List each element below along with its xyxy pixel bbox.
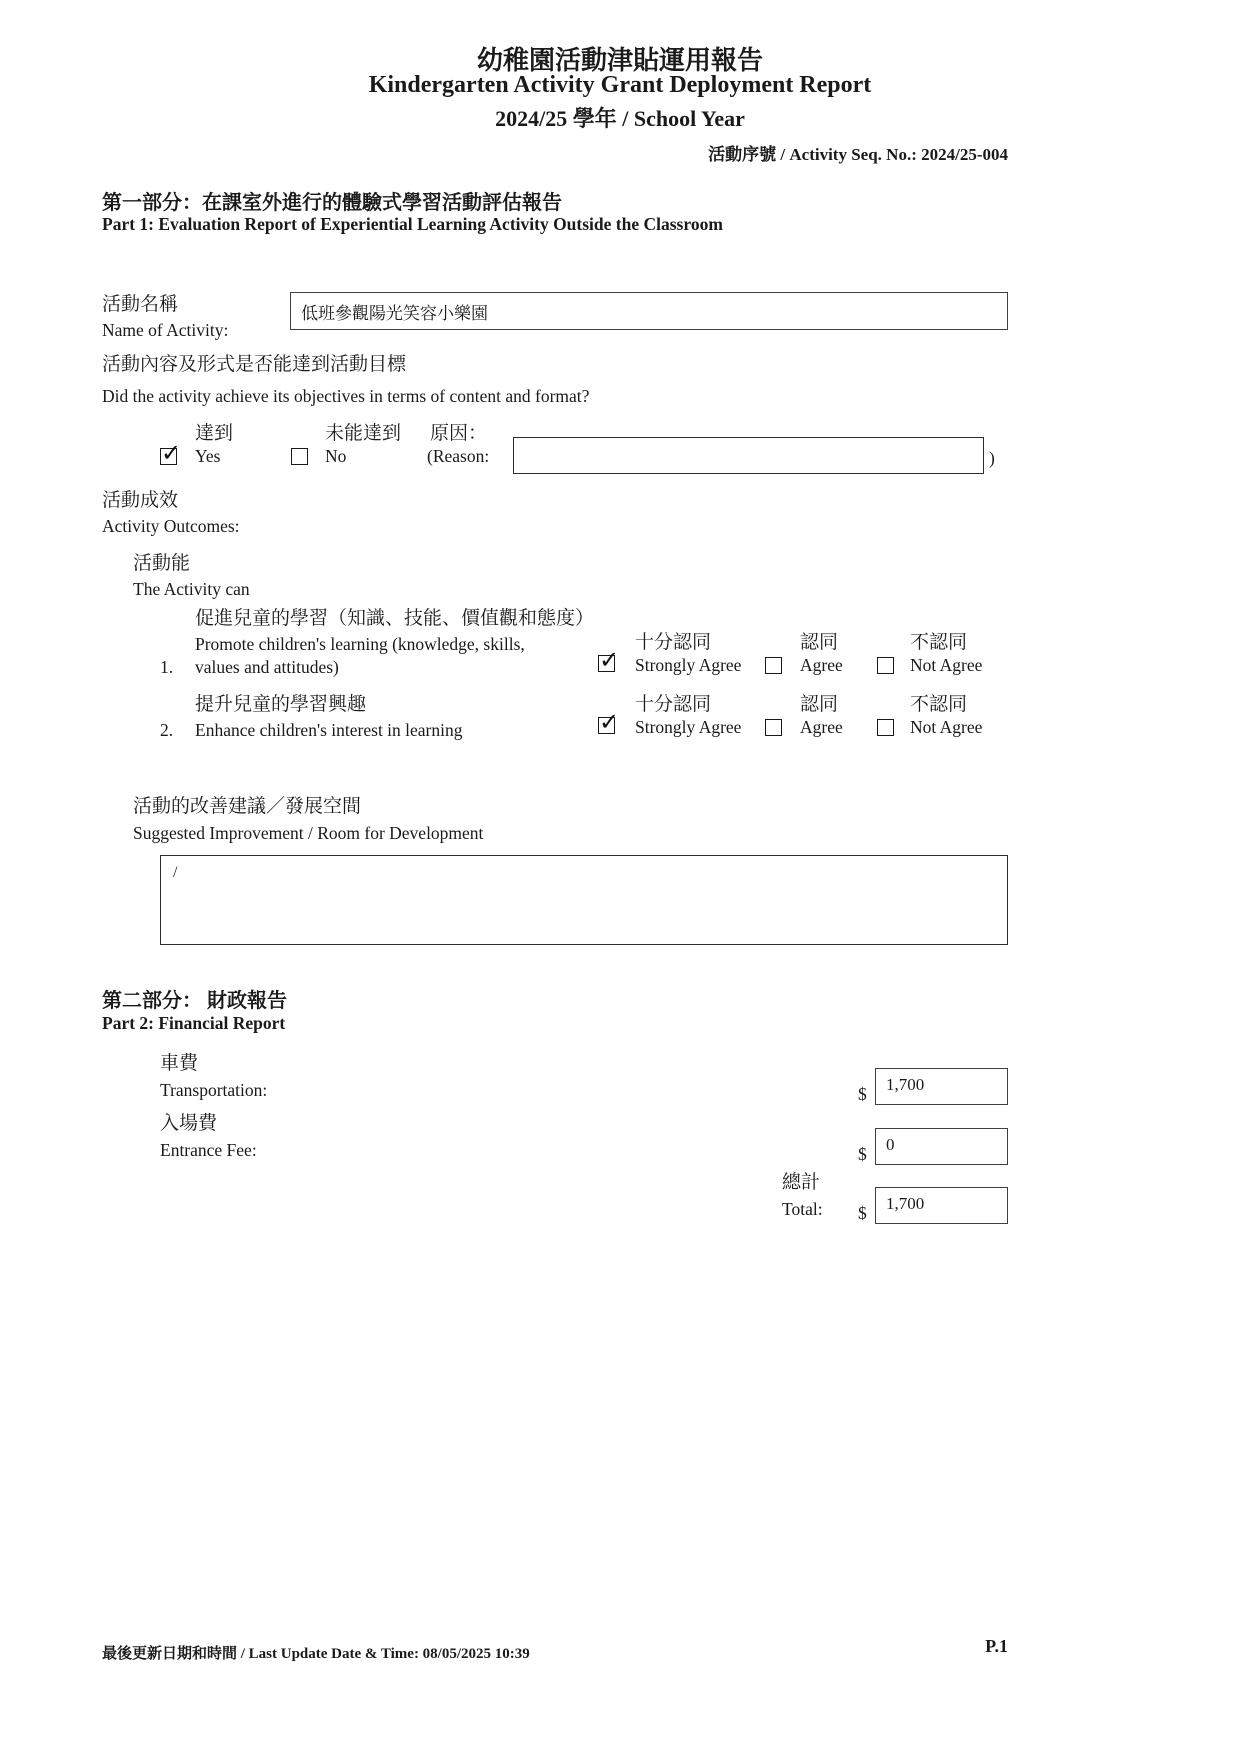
item2-not-label-en: Not Agree	[910, 717, 983, 737]
reason-close-paren: )	[989, 448, 995, 468]
item1-agree-label-en: Agree	[800, 655, 843, 675]
item2-agree-checkbox[interactable]	[765, 719, 782, 736]
item1-not-label-en: Not Agree	[910, 655, 983, 675]
yes-label-zh: 達到	[195, 423, 234, 444]
item2-not-label-zh: 不認同	[910, 694, 968, 715]
transportation-field[interactable]: 1,700	[875, 1068, 1008, 1105]
total-label-en: Total:	[782, 1199, 823, 1219]
entrance-fee-field[interactable]: 0	[875, 1128, 1008, 1165]
reason-label-zh: 原因：	[430, 423, 488, 444]
item1-text-en2: values and attitudes)	[195, 657, 339, 677]
item2-not-checkbox[interactable]	[877, 719, 894, 736]
item1-strong-checkbox[interactable]	[598, 655, 615, 672]
item1-text-en1: Promote children's learning (knowledge, skills,	[195, 634, 525, 654]
item2-text-en1: Enhance children's interest in learning	[195, 720, 463, 740]
improvement-label-en: Suggested Improvement / Room for Development	[133, 823, 484, 843]
improvement-field[interactable]: /	[160, 855, 1008, 945]
total-currency: $	[858, 1203, 867, 1223]
entrance-fee-currency: $	[858, 1144, 867, 1164]
item1-strong-label-en: Strongly Agree	[635, 655, 742, 675]
part1-heading-zh: 第一部分：在課室外進行的體驗式學習活動評估報告	[102, 192, 562, 214]
name-of-activity-label-en: Name of Activity:	[102, 320, 229, 340]
outcomes-label-en: Activity Outcomes:	[102, 516, 240, 536]
outcomes-label-zh: 活動成效	[102, 490, 179, 511]
activity-can-label-en: The Activity can	[133, 579, 250, 599]
objective-question-en: Did the activity achieve its objectives in terms of content and format?	[102, 386, 590, 406]
entrance-fee-label-zh: 入場費	[160, 1113, 218, 1134]
name-of-activity-label-zh: 活動名稱	[102, 294, 179, 315]
no-label-zh: 未能達到	[325, 423, 402, 444]
part2-heading-en: Part 2: Financial Report	[102, 1013, 286, 1033]
transportation-currency: $	[858, 1084, 867, 1104]
page-title-en: Kindergarten Activity Grant Deployment Report	[368, 72, 872, 98]
yes-label-en: Yes	[195, 446, 221, 466]
total-field[interactable]: 1,700	[875, 1187, 1008, 1224]
item1-agree-label-zh: 認同	[800, 632, 839, 653]
reason-field[interactable]	[513, 437, 984, 474]
item2-number: 2.	[160, 720, 174, 740]
total-label-zh: 總計	[782, 1172, 821, 1193]
no-label-en: No	[325, 446, 347, 466]
item1-not-checkbox[interactable]	[877, 657, 894, 674]
item2-agree-label-zh: 認同	[800, 694, 839, 715]
page-number: P.1	[985, 1636, 1008, 1656]
item2-agree-label-en: Agree	[800, 717, 843, 737]
name-of-activity-field[interactable]: 低班參觀陽光笑容小樂園	[290, 292, 1008, 330]
page-title-zh: 幼稚園活動津貼運用報告	[476, 46, 763, 75]
item1-not-label-zh: 不認同	[910, 632, 968, 653]
no-checkbox[interactable]	[291, 448, 308, 465]
item1-text-zh: 促進兒童的學習（知識、技能、價值觀和態度）	[195, 608, 595, 629]
reason-label-en: (Reason:	[427, 446, 490, 466]
transportation-label-zh: 車費	[160, 1053, 199, 1074]
part1-heading-en: Part 1: Evaluation Report of Experiential Learning Activity Outside the Classroom	[102, 214, 723, 234]
item2-strong-label-en: Strongly Agree	[635, 717, 742, 737]
transportation-label-en: Transportation:	[160, 1080, 268, 1100]
activity-seq-no: 活動序號 / Activity Seq. No.: 2024/25-004	[708, 145, 1008, 164]
item1-number: 1.	[160, 657, 174, 677]
improvement-label-zh: 活動的改善建議／發展空間	[133, 796, 362, 817]
item1-strong-label-zh: 十分認同	[635, 632, 712, 653]
yes-checkbox[interactable]	[160, 448, 177, 465]
part2-heading-zh: 第二部分： 財政報告	[102, 990, 287, 1012]
item2-strong-label-zh: 十分認同	[635, 694, 712, 715]
activity-can-label-zh: 活動能	[133, 553, 191, 574]
last-update-datetime: 最後更新日期和時間 / Last Update Date & Time: 08/05/2025 10:39	[102, 1646, 530, 1662]
objective-question-zh: 活動內容及形式是否能達到活動目標	[102, 354, 407, 375]
school-year: 2024/25 學年 / School Year	[495, 106, 745, 131]
entrance-fee-label-en: Entrance Fee:	[160, 1140, 257, 1160]
item1-agree-checkbox[interactable]	[765, 657, 782, 674]
item2-text-zh: 提升兒童的學習興趣	[195, 694, 367, 715]
item2-strong-checkbox[interactable]	[598, 717, 615, 734]
